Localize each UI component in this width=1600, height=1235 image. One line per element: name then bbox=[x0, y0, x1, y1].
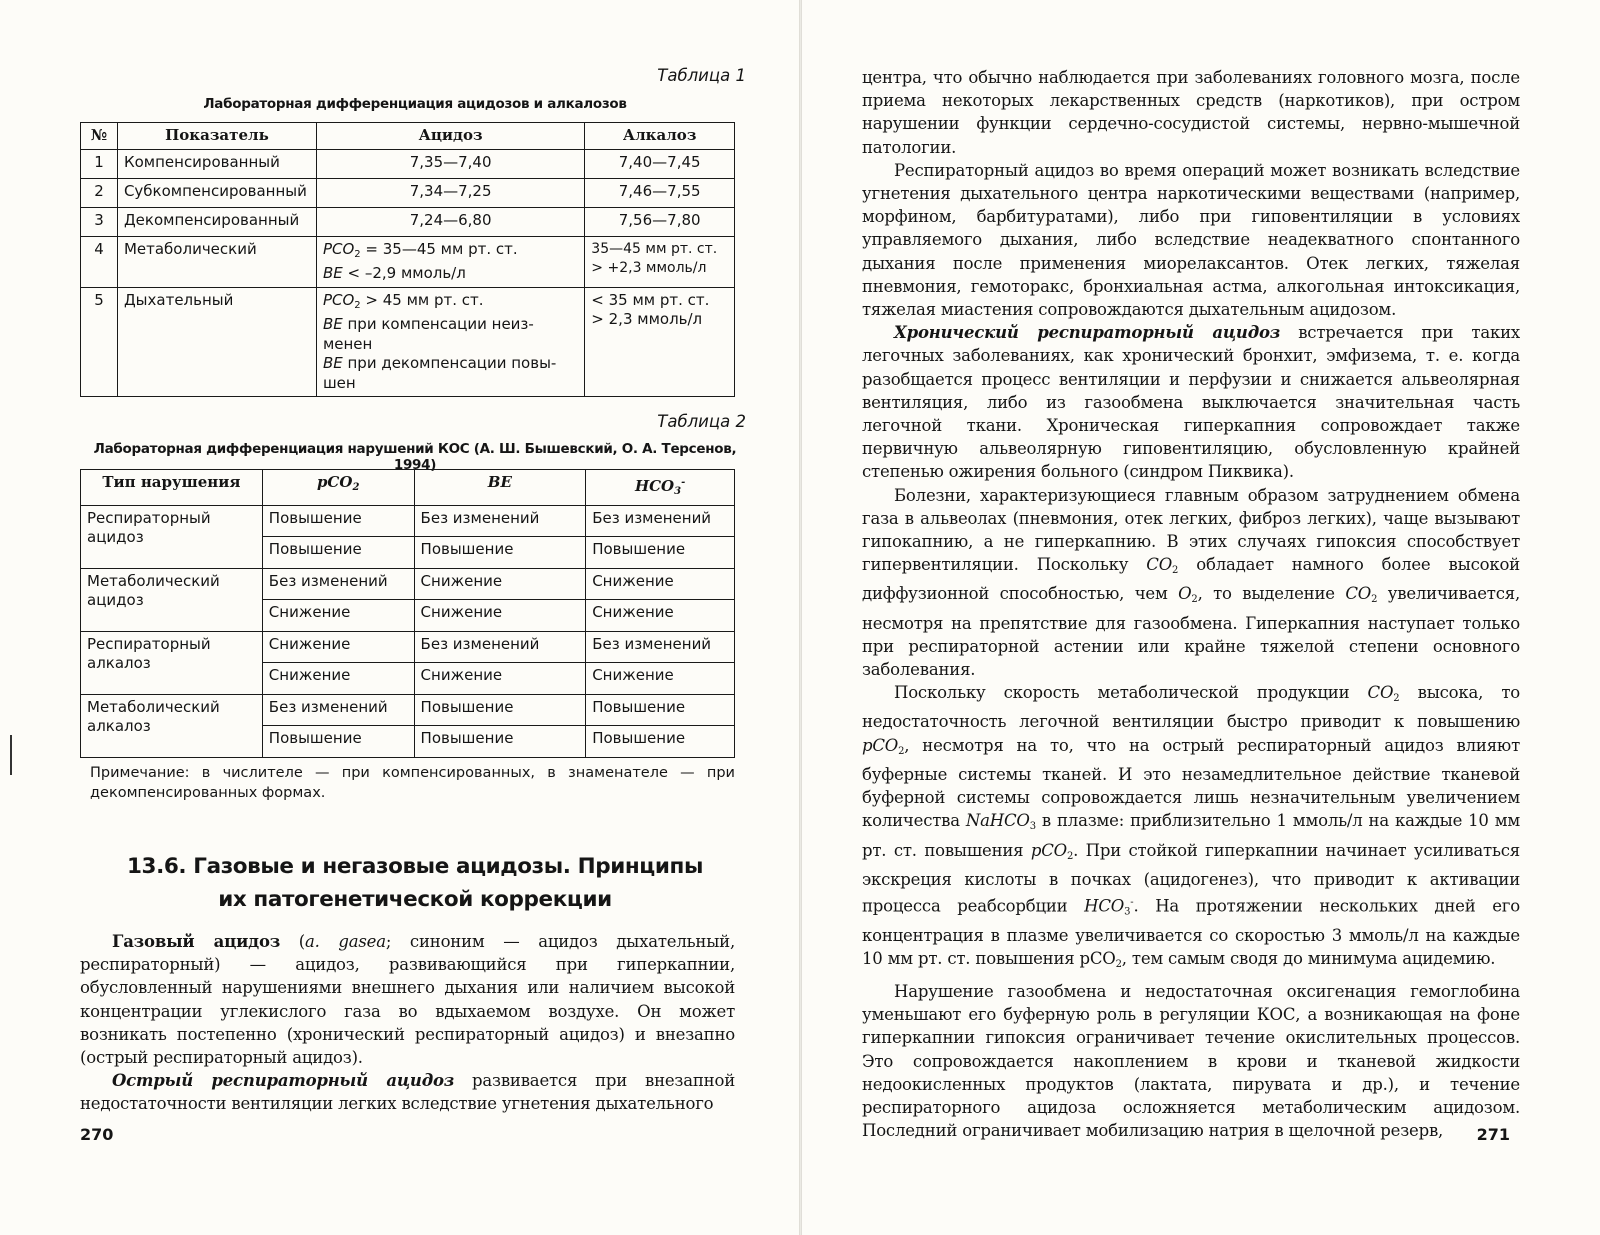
superscript: - bbox=[681, 477, 686, 488]
hco3-cell: Без изменений bbox=[586, 505, 735, 537]
header-be: BE bbox=[414, 470, 586, 506]
pco2-cell: Снижение bbox=[262, 631, 414, 663]
pco2-line bbox=[323, 291, 578, 316]
header-type: Тип нарушения bbox=[81, 470, 263, 506]
text-run: , тем самым сводя до минимума ацидемию. bbox=[1121, 948, 1496, 968]
pco2-cell: Повышение bbox=[262, 505, 414, 537]
table2-title: Лабораторная дифференциация нарушений КОС (А. Ш. Бышевский, О. А. Терсенов, 1994) bbox=[93, 441, 737, 473]
text-run: обладает намного более высокой диффузионной способностью, чем bbox=[862, 555, 1520, 604]
be-line bbox=[323, 264, 578, 284]
hco3-cell: Снижение bbox=[586, 663, 735, 695]
pco2-symbol: PCO bbox=[322, 239, 355, 258]
pco2-symbol: PCO bbox=[322, 290, 355, 309]
acidosis-cell: 7,24—6,80 bbox=[316, 207, 584, 236]
header-hco3 bbox=[586, 470, 735, 506]
left-page bbox=[80, 0, 750, 1235]
be-text: при компенсации неиз- bbox=[342, 315, 534, 333]
table1-header-acidosis: Ацидоз bbox=[316, 123, 584, 150]
page-number: 271 bbox=[1476, 1125, 1510, 1144]
text-run: ( bbox=[280, 932, 306, 951]
pco2-line bbox=[323, 240, 578, 265]
subscript: 2 bbox=[1172, 565, 1179, 577]
text-run: Поскольку скорость метаболической продукции bbox=[894, 683, 1368, 703]
formula: CO bbox=[1345, 584, 1372, 604]
row-number: 1 bbox=[81, 149, 118, 178]
be-cell: Повышение bbox=[414, 694, 586, 726]
acidosis-cell bbox=[316, 287, 584, 397]
subscript: 2 bbox=[354, 248, 361, 260]
alk-line: > +2,3 ммоль/л bbox=[591, 260, 707, 276]
table2-caption: Таблица 2 bbox=[657, 412, 746, 431]
table2 bbox=[80, 469, 735, 758]
right-body-text bbox=[862, 66, 1520, 1142]
paragraph bbox=[80, 1069, 735, 1115]
hco3-cell: Повышение bbox=[586, 694, 735, 726]
text-run: высока, то недостаточность легочной вентиляции быстро приводит к повышению bbox=[862, 683, 1520, 732]
text-run: ; синоним — ацидоз дыхательный, респираторный) — ацидоз, развивающийся при гиперкапнии, обусловленный нарушениями внешнего дыхания или наличием высокой концентрации углекислого газа во вдыхаемом воздухе. Он может возникать постепенно (хронический респираторный ацидоз) и внезапно (острый респираторный ацидоз). bbox=[80, 932, 735, 1068]
subscript: 2 bbox=[1371, 594, 1378, 606]
table-row bbox=[81, 178, 735, 207]
subscript: 2 bbox=[1191, 594, 1198, 606]
header-pco2 bbox=[262, 470, 414, 506]
subscript: 2 bbox=[354, 299, 361, 311]
table2-header-row bbox=[81, 470, 735, 506]
acidosis-cell: 7,35—7,40 bbox=[316, 149, 584, 178]
formula: O bbox=[1178, 584, 1192, 604]
pco2-cell: Снижение bbox=[262, 663, 414, 695]
disorder-type-cell: Метаболический ацидоз bbox=[81, 568, 263, 631]
text-run: . На протяжении нескольких дней его концентрация в плазме увеличивается со скоростью 3 ммоль/л на каждые 10 мм рт. ст. повышения pCO bbox=[862, 896, 1520, 968]
subscript: 2 bbox=[1066, 850, 1074, 862]
be-line bbox=[323, 354, 578, 374]
pco2-cell: Без изменений bbox=[262, 568, 414, 600]
pco2-text: = 35—45 мм рт. ст. bbox=[360, 239, 518, 258]
paragraph bbox=[80, 930, 735, 1069]
hco3-label: HCO bbox=[634, 477, 675, 495]
table1 bbox=[80, 122, 735, 397]
hco3-cell: Повышение bbox=[586, 537, 735, 569]
term-bold: Газовый ацидоз bbox=[112, 932, 281, 951]
text-run: , то выделение bbox=[1197, 584, 1346, 604]
alkalosis-cell: 7,56—7,80 bbox=[585, 207, 735, 236]
row-number: 3 bbox=[81, 207, 118, 236]
indicator-cell: Дыхательный bbox=[117, 287, 316, 397]
be-symbol: BE bbox=[322, 315, 343, 333]
paragraph: центра, что обычно наблюдается при заболеваниях головного мозга, после приема некоторых лекарственных средств (наркотиков), при остром нарушении функции сердечно-сосудистой системы, нервно-мышечной патологии. bbox=[862, 68, 1520, 157]
pco2-text: > 45 мм рт. ст. bbox=[360, 290, 484, 309]
formula: HCO bbox=[1084, 896, 1125, 916]
subscript: 3 bbox=[674, 486, 682, 497]
formula: CO bbox=[1146, 555, 1173, 575]
alk-line: < 35 мм рт. ст. bbox=[591, 290, 710, 309]
table-row bbox=[81, 505, 735, 537]
hco3-cell: Без изменений bbox=[586, 631, 735, 663]
row-number: 4 bbox=[81, 236, 118, 287]
paragraph bbox=[862, 484, 1520, 682]
text-run: Болезни, характеризующиеся главным образом затруднением обмена газа в альвеолах (пневмония, отек легких, фиброз легких), чаще вызывают гипокапнию, а не гиперкапнию. В этих случаях гипоксия способствует гипервентиляции. Поскольку bbox=[862, 485, 1520, 575]
table1-header-alkalosis: Алкалоз bbox=[585, 123, 735, 150]
formula: CO bbox=[1367, 683, 1394, 703]
be-line-cont: шен bbox=[322, 373, 356, 392]
table1-header-indicator: Показатель bbox=[117, 123, 316, 150]
table1-caption: Таблица 1 bbox=[657, 66, 746, 85]
acidosis-cell bbox=[316, 236, 584, 287]
text-run: встречается при таких легочных заболеваниях, как хронический бронхит, эмфизема, т. е. когда разобщается процесс вентиляции и перфузии и снижается альвеолярная вентиляция, либо из газообмена выключается значительная часть легочной ткани. Хроническая гиперкапния сопровождает также первичную альвеолярную гиповентиляцию, обусловленную крайней степенью ожирения больного (синдром Пиквика). bbox=[862, 323, 1521, 482]
table1-title: Лабораторная дифференциация ацидозов и алкалозов bbox=[203, 96, 627, 112]
section-heading: 13.6. Газовые и негазовые ацидозы. Принципы их патогенетической коррекции bbox=[126, 854, 704, 912]
be-symbol: BE bbox=[322, 264, 343, 282]
be-line-cont: менен bbox=[322, 334, 373, 353]
subscript: 3 bbox=[1029, 821, 1036, 833]
formula: pCO bbox=[862, 735, 899, 755]
disorder-type-cell: Респираторный ацидоз bbox=[81, 505, 263, 568]
alk-line: 35—45 мм рт. ст. bbox=[591, 240, 718, 257]
text-run: , несмотря на то, что на острый респираторный ацидоз влияют буферные системы тканей. И это незамедлительное действие тканевой буферной системы сопровождается лишь незначительным увеличением количества bbox=[862, 735, 1520, 831]
table-row bbox=[81, 207, 735, 236]
term-bold-italic: Острый респираторный ацидоз bbox=[112, 1071, 455, 1091]
paragraph bbox=[862, 321, 1520, 483]
table-row bbox=[81, 236, 735, 287]
be-line bbox=[323, 315, 578, 335]
term-bold-italic: Хронический респираторный ацидоз bbox=[894, 323, 1281, 343]
page-number: 270 bbox=[80, 1125, 114, 1144]
pco2-label: pCO bbox=[316, 473, 353, 491]
indicator-cell: Декомпенсированный bbox=[117, 207, 316, 236]
hco3-cell: Повышение bbox=[586, 726, 735, 758]
row-number: 2 bbox=[81, 178, 118, 207]
be-text: при декомпенсации повы- bbox=[342, 354, 557, 372]
alk-line: > 2,3 ммоль/л bbox=[591, 310, 703, 328]
be-symbol: BE bbox=[322, 354, 343, 372]
be-cell: Повышение bbox=[414, 726, 586, 758]
table-row bbox=[81, 568, 735, 600]
left-body-text bbox=[80, 930, 735, 1116]
disorder-type-cell: Респираторный алкалоз bbox=[81, 631, 263, 694]
hco3-cell: Снижение bbox=[586, 600, 735, 632]
be-cell: Повышение bbox=[414, 537, 586, 569]
text-run: в плазме: приблизительно 1 ммоль/л на каждые 10 мм рт. ст. повышения bbox=[862, 811, 1520, 860]
subscript: 2 bbox=[352, 482, 360, 493]
pco2-cell: Повышение bbox=[262, 726, 414, 758]
paragraph bbox=[862, 681, 1520, 976]
table-row bbox=[81, 287, 735, 397]
pco2-cell: Повышение bbox=[262, 537, 414, 569]
table1-header-row bbox=[81, 123, 735, 150]
disorder-type-cell: Метаболический алкалоз bbox=[81, 694, 263, 757]
pco2-cell: Снижение bbox=[262, 600, 414, 632]
alkalosis-cell bbox=[585, 236, 735, 287]
alkalosis-cell: 7,40—7,45 bbox=[585, 149, 735, 178]
latin-term: a. gasea bbox=[305, 932, 386, 951]
alkalosis-cell bbox=[585, 287, 735, 397]
pco2-cell: Без изменений bbox=[262, 694, 414, 726]
book-gutter bbox=[799, 0, 802, 1235]
indicator-cell: Метаболический bbox=[117, 236, 316, 287]
text-run: развивается при внезапной недостаточности вентиляции легких вследствие угнетения дыхательного bbox=[80, 1071, 735, 1114]
right-page bbox=[862, 0, 1520, 1235]
acidosis-cell: 7,34—7,25 bbox=[316, 178, 584, 207]
table-note: Примечание: в числителе — при компенсированных, в знаменателе — при декомпенсированных формах. bbox=[90, 765, 735, 801]
table-row bbox=[81, 694, 735, 726]
table1-header-n: № bbox=[81, 123, 118, 150]
subscript: 2 bbox=[1115, 958, 1122, 970]
page-edge-mark bbox=[10, 735, 12, 775]
paragraph: Нарушение газообмена и недостаточная оксигенация гемоглобина уменьшают его буферную роль в регуляции КОС, а возникающая на фоне гиперкапнии гипоксия ограничивает течение окислительных процессов. Это сопровождается накоплением в крови и тканевой жидкости недоокисленных продуктов (лактата, пирувата и др.), и течение респираторного ацидоза осложняется метаболическим ацидозом. Последний ограничивает мобилизацию натрия в щелочной резерв, bbox=[862, 982, 1520, 1141]
be-cell: Снижение bbox=[414, 663, 586, 695]
indicator-cell: Компенсированный bbox=[117, 149, 316, 178]
be-cell: Снижение bbox=[414, 600, 586, 632]
text-run: . При стойкой гиперкапнии начинает усиливаться экскреция кислоты в почках (ацидогенез), что приводит к активации процесса реабсорбции bbox=[862, 840, 1520, 916]
row-number: 5 bbox=[81, 287, 118, 397]
superscript: - bbox=[1130, 896, 1134, 908]
hco3-cell: Снижение bbox=[586, 568, 735, 600]
indicator-cell: Субкомпенсированный bbox=[117, 178, 316, 207]
be-cell: Снижение bbox=[414, 568, 586, 600]
subscript: 2 bbox=[1393, 693, 1400, 705]
text-run: увеличивается, несмотря на препятствие для газообмена. Гиперкапния наступает только при респираторной астении или крайне тяжелой степени основного заболевания. bbox=[862, 584, 1520, 680]
formula: pCO bbox=[1030, 840, 1067, 860]
subscript: 2 bbox=[898, 745, 905, 757]
table-row bbox=[81, 631, 735, 663]
subscript: 3 bbox=[1124, 906, 1131, 918]
alkalosis-cell: 7,46—7,55 bbox=[585, 178, 735, 207]
be-cell: Без изменений bbox=[414, 631, 586, 663]
be-cell: Без изменений bbox=[414, 505, 586, 537]
formula: NaHCO bbox=[965, 811, 1030, 831]
be-text: < –2,9 ммоль/л bbox=[342, 264, 466, 282]
paragraph: Респираторный ацидоз во время операций может возникать вследствие угнетения дыхательного центра наркотическими веществами (например, морфином, барбитуратами), либо при гиповентиляции в условиях управляемого дыхания, либо вследствие неадекватного спонтанного дыхания после применения миорелаксантов. Отек легких, тяжелая пневмония, гемоторакс, бронхиальная астма, алкогольная интоксикация, тяжелая миастения сопровождаются дыхательным ацидозом. bbox=[862, 160, 1520, 320]
table-row bbox=[81, 149, 735, 178]
